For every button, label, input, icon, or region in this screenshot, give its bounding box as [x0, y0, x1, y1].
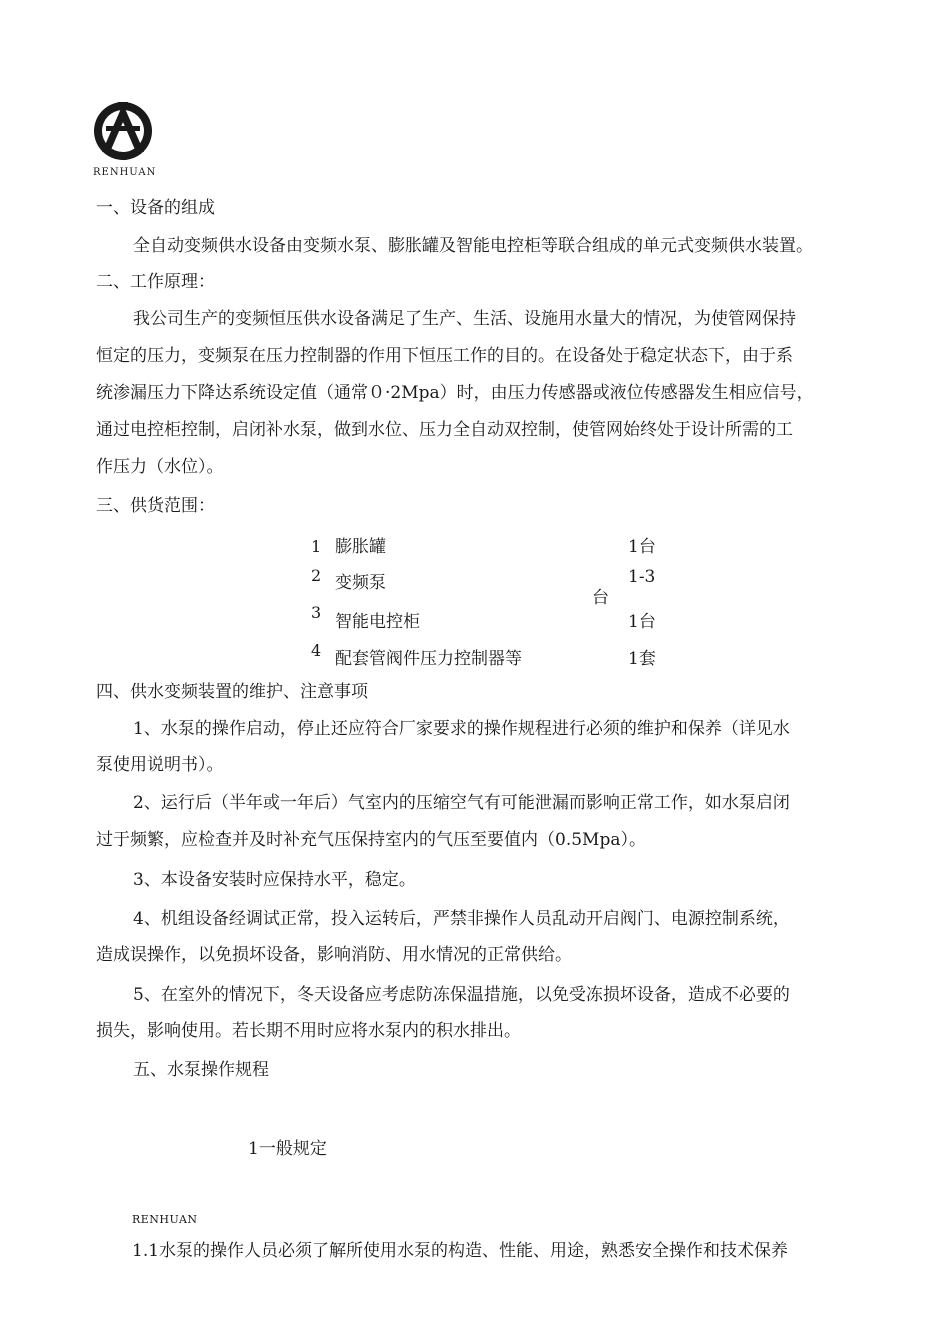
section-2-line: 作压力（水位）。 [96, 457, 224, 477]
supply-qty: 1台 [628, 537, 656, 557]
supply-qty: 1台 [628, 612, 656, 632]
section-2-line: 我公司生产的变频恒压供水设备满足了生产、生活、设施用水量大的情况，为使管网保持 [133, 309, 796, 329]
supply-name: 智能电控柜 [335, 612, 420, 632]
supply-name: 膨胀罐 [335, 537, 386, 557]
supply-qty: 1-3 [628, 567, 656, 587]
maintenance-item: 5、在室外的情况下，冬天设备应考虑防冻保温措施，以免受冻损坏设备，造成不必要的 [133, 985, 790, 1005]
section-5-clause: 1.1水泵的操作人员必须了解所使用水泵的构造、性能、用途，熟悉安全操作和技术保养 [132, 1241, 789, 1261]
maintenance-item: 过于频繁，应检查并及时补充气压保持室内的气压至要值内（0.5Mpa）。 [96, 830, 646, 850]
company-logo [92, 100, 154, 164]
section-2-line: 统渗漏压力下降达系统设定值（通常０·2Mpa）时，由压力传感器或液位传感器发生相应信号， [96, 383, 814, 403]
supply-no: 3 [311, 603, 322, 622]
section-5-subheading: 1一般规定 [248, 1139, 327, 1159]
section-1-body: 全自动变频供水设备由变频水泵、膨胀罐及智能电控柜等联合组成的单元式变频供水装置。 [133, 236, 813, 256]
maintenance-item: 3、本设备安装时应保持水平，稳定。 [133, 870, 416, 890]
section-3-heading: 三、供货范围： [96, 496, 215, 516]
maintenance-item: 4、机组设备经调试正常，投入运转后，严禁非操作人员乱动开启阀门、电源控制系统， [133, 909, 790, 929]
maintenance-item: 损失，影响使用。若长期不用时应将水泵内的积水排出。 [96, 1021, 521, 1041]
supply-name: 配套管阀件压力控制器等 [335, 649, 522, 669]
supply-no: 1 [311, 537, 322, 556]
supply-no: 2 [311, 566, 322, 585]
section-5-heading: 五、水泵操作规程 [133, 1060, 269, 1080]
footer-logo-wordmark: RENHUAN [132, 1213, 198, 1226]
section-2-line: 通过电控柜控制，启闭补水泵，做到水位、压力全自动双控制，使管网始终处于设计所需的工 [96, 420, 793, 440]
section-2-heading: 二、工作原理： [96, 272, 215, 292]
logo-wordmark: RENHUAN [93, 167, 157, 178]
section-1-heading: 一、设备的组成 [96, 198, 215, 218]
supply-no: 4 [311, 641, 322, 660]
section-4-heading: 四、供水变频装置的维护、注意事项 [96, 682, 368, 702]
supply-name: 变频泵 [335, 573, 386, 593]
section-2-line: 恒定的压力，变频泵在压力控制器的作用下恒压工作的目的。在设备处于稳定状态下，由于系 [96, 346, 793, 366]
maintenance-item: 泵使用说明书）。 [96, 755, 224, 775]
maintenance-item: 造成误操作，以免损坏设备，影响消防、用水情况的正常供给。 [96, 945, 572, 965]
maintenance-item: 2、运行后（半年或一年后）气室内的压缩空气有可能泄漏而影响正常工作，如水泵启闭 [133, 793, 790, 813]
maintenance-item: 1、水泵的操作启动，停止还应符合厂家要求的操作规程进行必须的维护和保养（详见水 [133, 719, 790, 739]
supply-qty: 1套 [628, 649, 656, 669]
supply-stray-unit: 台 [592, 588, 609, 608]
